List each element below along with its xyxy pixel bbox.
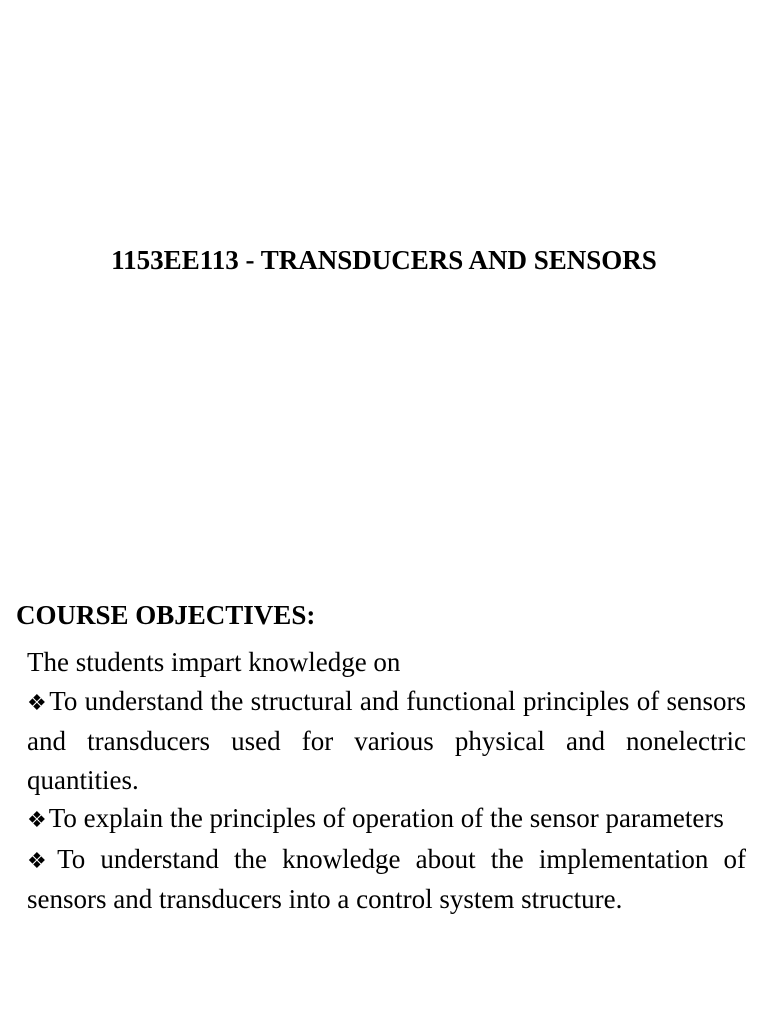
objective-text: To explain the principles of operation of the sensor parameters <box>48 803 724 833</box>
objectives-block <box>27 643 746 919</box>
diamond-bullet-icon: ❖ <box>27 689 48 715</box>
objectives-list <box>27 682 746 919</box>
section-heading: COURSE OBJECTIVES: <box>16 600 316 630</box>
objective-text: To understand the structural and functional principles of sensors and transducers used for various physical and nonelectric quantities. <box>27 685 746 795</box>
objective-item <box>27 799 746 840</box>
objective-item <box>27 840 746 919</box>
intro-text: The students impart knowledge on <box>27 647 401 677</box>
diamond-bullet-icon: ❖ <box>27 807 47 832</box>
course-title: 1153EE113 - TRANSDUCERS AND SENSORS <box>111 245 657 275</box>
objective-text: To understand the knowledge about the implementation of sensors and transducers into a control system structure. <box>27 843 746 914</box>
diamond-bullet-icon: ❖ <box>27 847 56 873</box>
objective-item <box>27 682 746 800</box>
